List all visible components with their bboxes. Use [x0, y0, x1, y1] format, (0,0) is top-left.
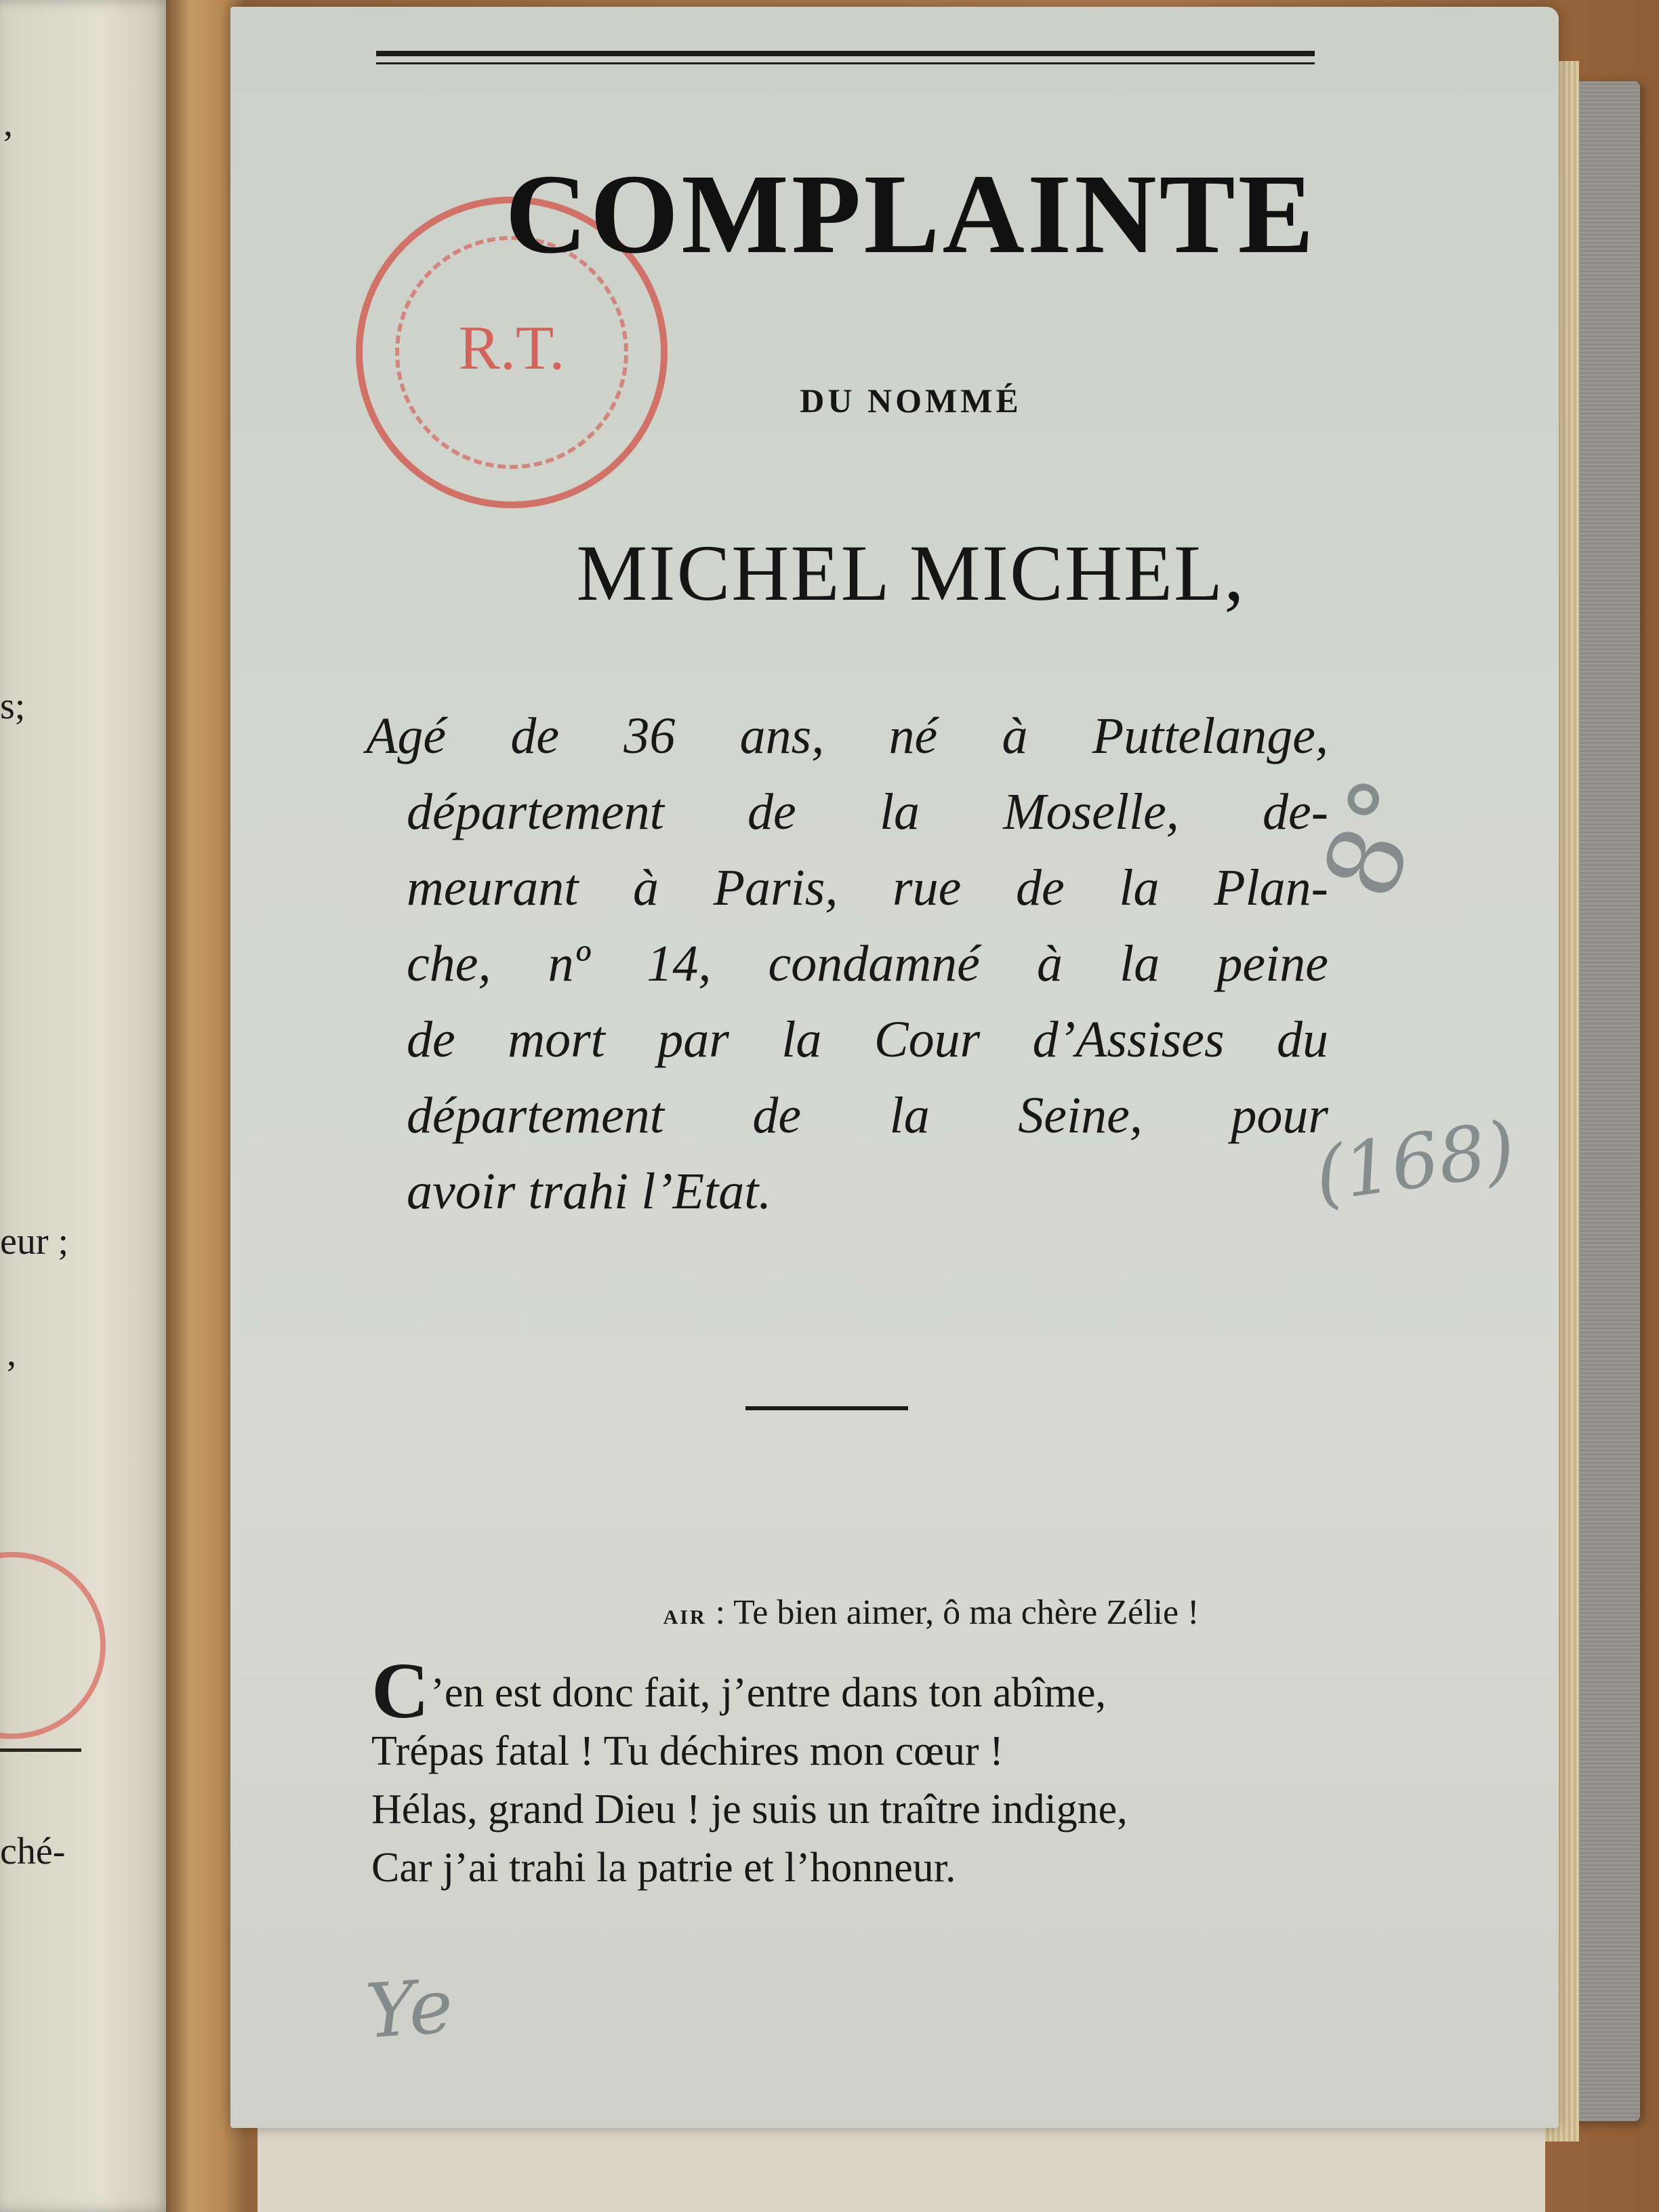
verse-line: Car j’ai trahi la patrie et l’honneur.	[371, 1845, 956, 1891]
description-line: de mort par la Cour d’Assises du	[407, 1011, 1328, 1068]
section-divider	[745, 1406, 908, 1410]
description-line: che, nº 14, condamné à la peine	[407, 935, 1328, 992]
air-line	[0, 1593, 1659, 1633]
description-line: avoir trahi l’Etat.	[407, 1163, 772, 1220]
verse-line-text: ’en est donc fait, j’entre dans ton abîme,	[430, 1670, 1107, 1716]
top-rule-thick	[376, 51, 1315, 56]
bleed-through-text	[1322, 1254, 1511, 1349]
description-line: Agé de 36 ans, né à Puttelange,	[366, 708, 1328, 764]
person-name: MICHEL MICHEL,	[576, 529, 1246, 617]
air-label: AIR	[663, 1606, 707, 1629]
description-line: meurant à Paris, rue de la Plan-	[407, 859, 1328, 916]
left-page-fragment: eur ;	[0, 1221, 69, 1263]
pencil-annotation: (168)	[1309, 1105, 1521, 1218]
air-text: : Te bien aimer, ô ma chère Zélie !	[706, 1593, 1200, 1632]
verse-line	[371, 1646, 1354, 1735]
verse-line: Trépas fatal ! Tu déchires mon cœur !	[371, 1728, 1004, 1774]
verse-line: Hélas, grand Dieu ! je suis un traître indigne,	[371, 1786, 1128, 1832]
left-page-fragment: s;	[0, 685, 26, 727]
verse	[371, 1646, 1354, 1897]
left-page-stamp	[0, 1552, 106, 1739]
subtitle: DU NOMMÉ	[800, 382, 1022, 419]
left-page-fragment: ché-	[0, 1830, 66, 1872]
description-line: département de la Seine, pour	[407, 1087, 1328, 1144]
top-rule-thin	[376, 62, 1315, 64]
page-title: COMPLAINTE	[505, 151, 1317, 277]
underlying-page	[258, 2114, 1545, 2212]
description-line: département de la Moselle, de-	[407, 783, 1328, 840]
pencil-annotation: Ye	[363, 1962, 456, 2055]
pencil-annotation: 8°	[1300, 764, 1452, 913]
description	[366, 698, 1328, 1229]
stamp-text: R.T.	[458, 313, 565, 382]
left-page-rule	[0, 1748, 81, 1752]
drop-cap: C	[371, 1646, 430, 1735]
left-page-fragment: ,	[7, 1332, 16, 1374]
left-page-fragment: ,	[3, 102, 13, 144]
left-page	[0, 0, 169, 2212]
